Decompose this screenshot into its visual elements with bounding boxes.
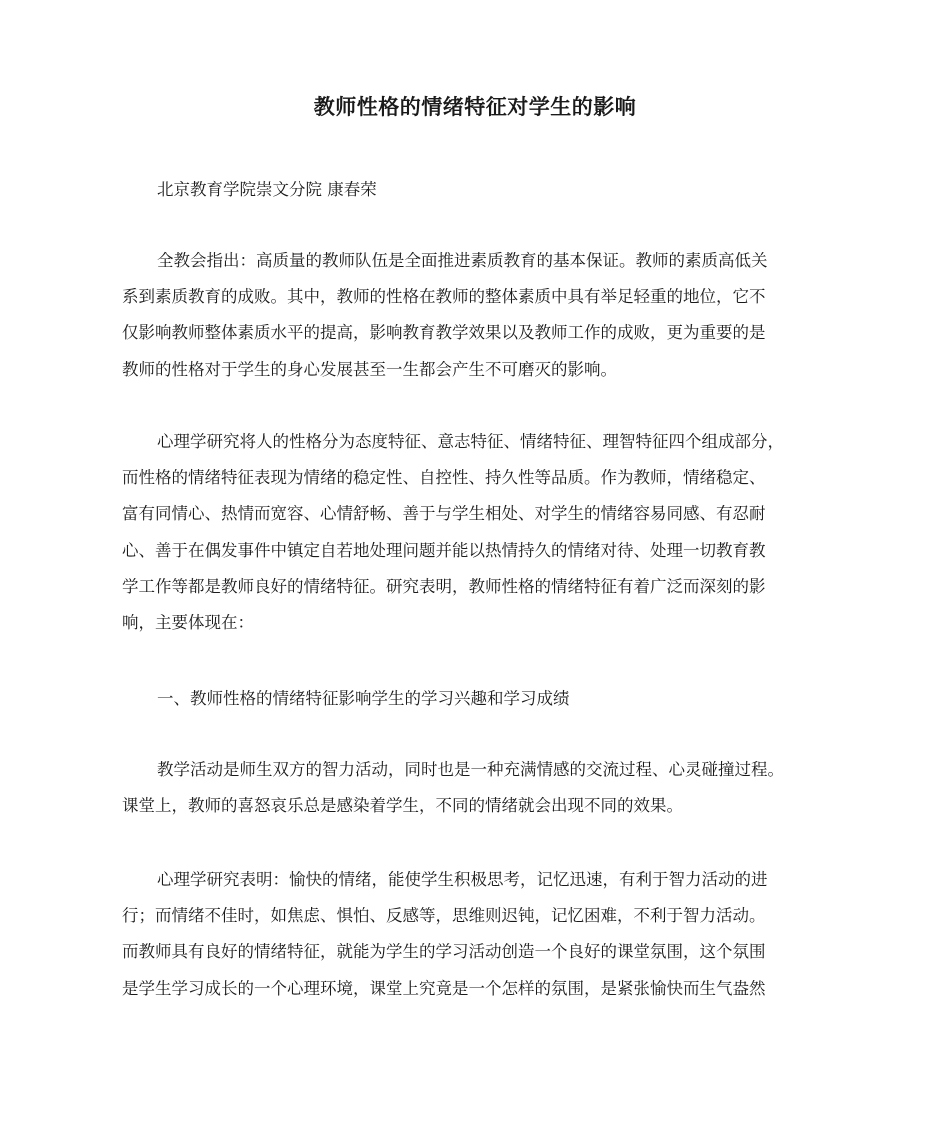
paragraph-4 (122, 862, 830, 1007)
paragraph-line: 而教师具有良好的情绪特征，就能为学生的学习活动创造一个良好的课堂氛围，这个氛围 (122, 942, 766, 962)
paragraph-1 (122, 243, 830, 388)
paragraph-line: 学工作等都是教师良好的情绪特征。研究表明，教师性格的情绪特征有着广泛而深刻的影 (122, 576, 766, 596)
paragraph-line: 仅影响教师整体素质水平的提高，影响教育教学效果以及教师工作的成败，更为重要的是 (122, 323, 766, 343)
paragraph-line: 行；而情绪不佳时，如焦虑、惧怕、反感等，思维则迟钝，记忆困难，不利于智力活动。 (122, 906, 766, 926)
document-title: 教师性格的情绪特征对学生的影响 (313, 95, 637, 119)
paragraph-3 (122, 752, 830, 824)
paragraph-line: 而性格的情绪特征表现为情绪的稳定性、自控性、持久性等品质。作为教师，情绪稳定、 (122, 468, 766, 488)
paragraph-line: 系到素质教育的成败。其中，教师的性格在教师的整体素质中具有举足轻重的地位，它不 (122, 287, 766, 307)
paragraph-line: 心理学研究表明：愉快的情绪，能使学生积极思考，记忆迅速，有利于智力活动的进 (157, 870, 768, 889)
paragraph-line: 教师的性格对于学生的身心发展甚至一生都会产生不可磨灭的影响。 (122, 359, 617, 379)
section-heading: 一、教师性格的情绪特征影响学生的学习兴趣和学习成绩 (157, 689, 570, 708)
paragraph-2 (122, 424, 830, 641)
paragraph-line: 是学生学习成长的一个心理环境，课堂上究竟是一个怎样的氛围，是紧张愉快而生气盎然 (122, 978, 766, 998)
paragraph-line: 富有同情心、热情而宽容、心情舒畅、善于与学生相处、对学生的情绪容易同感、有忍耐 (122, 504, 766, 524)
author-line: 北京教育学院崇文分院 康春荣 (157, 180, 377, 199)
paragraph-line: 心、善于在偶发事件中镇定自若地处理问题并能以热情持久的情绪对待、处理一切教育教 (122, 540, 766, 560)
paragraph-line: 全教会指出：高质量的教师队伍是全面推进素质教育的基本保证。教师的素质高低关 (157, 251, 768, 270)
paragraph-line: 响，主要体现在： (122, 612, 254, 632)
paragraph-line: 心理学研究将人的性格分为态度特征、意志特征、情绪特征、理智特征四个组成部分， (157, 432, 784, 451)
paragraph-line: 教学活动是师生双方的智力活动，同时也是一种充满情感的交流过程、心灵碰撞过程。 (157, 760, 784, 779)
paragraph-line: 课堂上，教师的喜怒哀乐总是感染着学生，不同的情绪就会出现不同的效果。 (122, 796, 683, 816)
